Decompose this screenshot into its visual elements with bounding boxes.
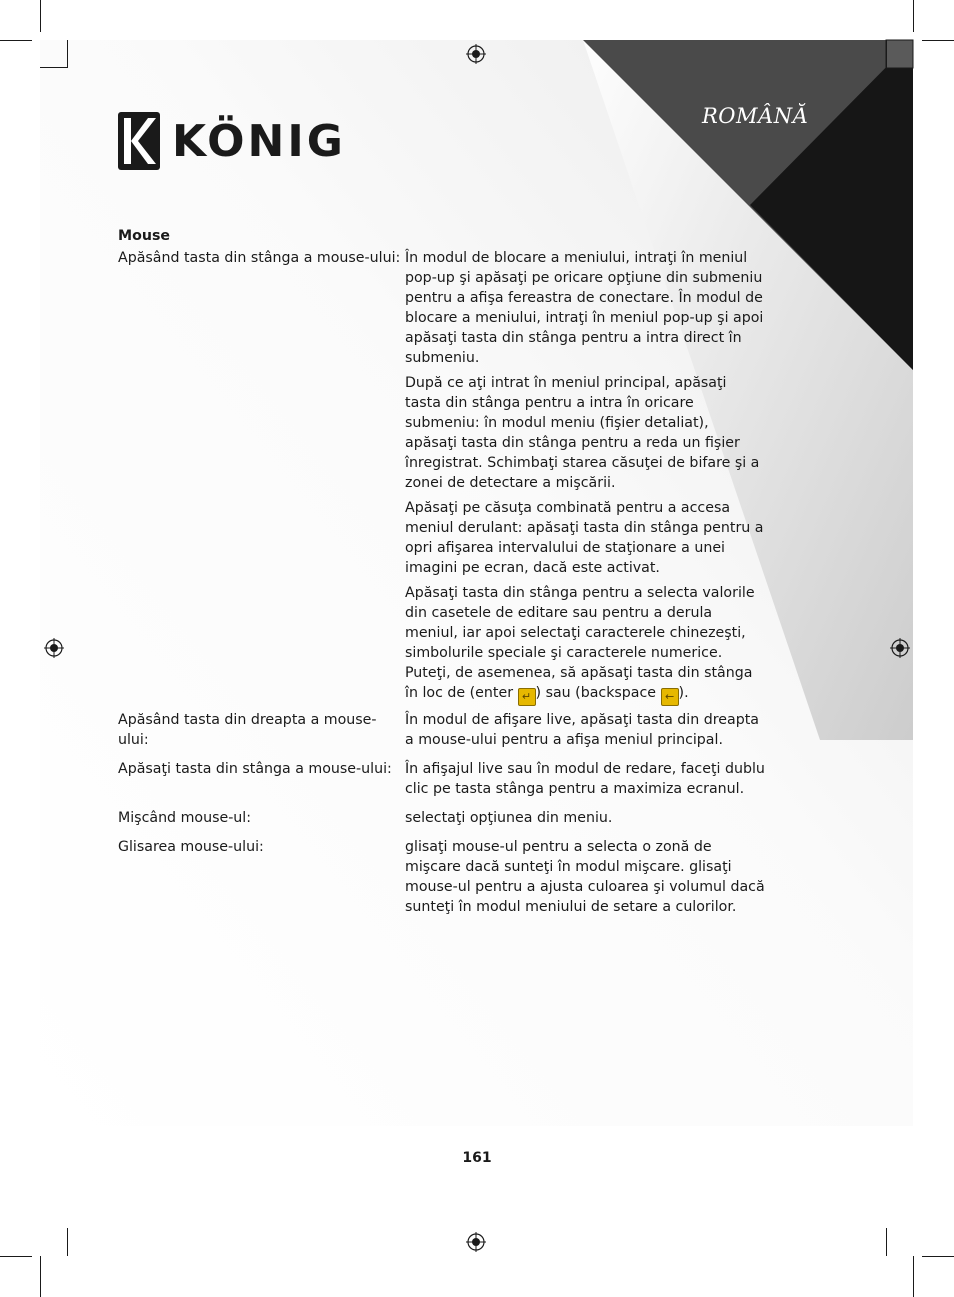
crop-mark [67,1228,68,1256]
row-description [405,837,765,922]
paragraph: Apăsaţi pe căsuţa combinată pentru a accesa meniul derulant: apăsaţi tasta din stânga pentru a opri afişarea intervalului de staţionare a unei imagini pe ecran, dacă este activat. [405,500,764,576]
enter-key-icon: ↵ [518,688,536,706]
row-label: Apăsând tasta din stânga a mouse-ului: [118,250,401,266]
paragraph: După ce aţi intrat în meniul principal, apăsaţi tasta din stânga pentru a intra în oricare submeniu: în modul meniu (fişier detaliat), apăsaţi tasta din stânga pentru a reda un fişier înregistrat. Schimbaţi starea căsuţei de bifare şi a zonei de detectare a mişcării. [405,375,760,491]
crop-mark [0,40,32,41]
page-number: 161 [462,1150,492,1166]
crop-mark [40,67,68,68]
table-row [118,248,768,706]
row-label: Glisarea mouse-ului: [118,839,264,855]
konig-logo-mark-icon [118,112,162,172]
row-description [405,808,765,833]
enter-mid: ) sau (backspace [535,685,661,701]
row-label: Apăsaţi tasta din stânga a mouse-ului: [118,761,392,777]
crop-mark [0,1256,32,1257]
language-label: ROMÂNĂ [702,104,809,128]
crop-mark [913,0,914,32]
table-row [118,837,768,922]
paragraph: glisaţi mouse-ul pentru a selecta o zonă de mişcare dacă sunteţi în modul mişcare. glisaţi mouse-ul pentru a ajusta culoarea şi volumul dacă sunteţi în modul meniului de setare a culorilor. [405,839,765,915]
mouse-section [118,226,768,922]
table-row [118,710,768,755]
registration-mark-icon [466,1232,486,1252]
paragraph: selectaţi opţiunea din meniu. [405,810,613,826]
enter-suffix: ). [678,685,689,701]
registration-mark-icon [890,638,910,658]
row-description [405,710,765,755]
table-row [118,759,768,804]
row-description [405,248,765,706]
row-label: Apăsând tasta din dreapta a mouse-ului: [118,712,377,748]
table-row [118,808,768,833]
row-description [405,759,765,804]
paragraph-text: Apăsaţi tasta din stânga pentru a selecta valorile din casetele de editare sau pentru a derula meniul, iar apoi selectaţi caracterele chinezeşti, simbolurile speciale şi caracterele numerice. Puteţi, de asemenea, să apăsaţi tasta din stânga în loc de [405,585,755,701]
registration-mark-icon [466,44,486,64]
registration-mark-icon [44,638,64,658]
crop-mark [922,40,954,41]
row-label: Mişcând mouse-ul: [118,810,252,826]
logo-text: KÖNIG [172,116,346,167]
backspace-key-icon: ← [661,688,679,706]
crop-mark [913,1256,914,1297]
paragraph: În afişajul live sau în modul de redare, faceţi dublu clic pe tasta stânga pentru a maximiza ecranul. [405,761,765,797]
paragraph [405,583,765,706]
crop-mark [67,40,68,68]
section-title: Mouse [118,228,171,244]
enter-prefix: (enter [469,685,518,701]
crop-mark [886,1228,887,1256]
crop-mark [40,0,41,32]
crop-mark [886,40,887,68]
paragraph: În modul de afişare live, apăsaţi tasta din dreapta a mouse-ului pentru a afişa meniul principal. [405,712,759,748]
konig-logo [118,112,348,174]
crop-mark [922,1256,954,1257]
paragraph: În modul de blocare a meniului, intraţi în meniul pop-up şi apăsaţi pe oricare opţiune din submeniu pentru a afişa fereastra de conectare. În modul de blocare a meniului, intraţi în meniul pop-up şi apoi apăsaţi tasta din stânga pentru a intra direct în submeniu. [405,250,764,366]
crop-mark [40,1256,41,1297]
